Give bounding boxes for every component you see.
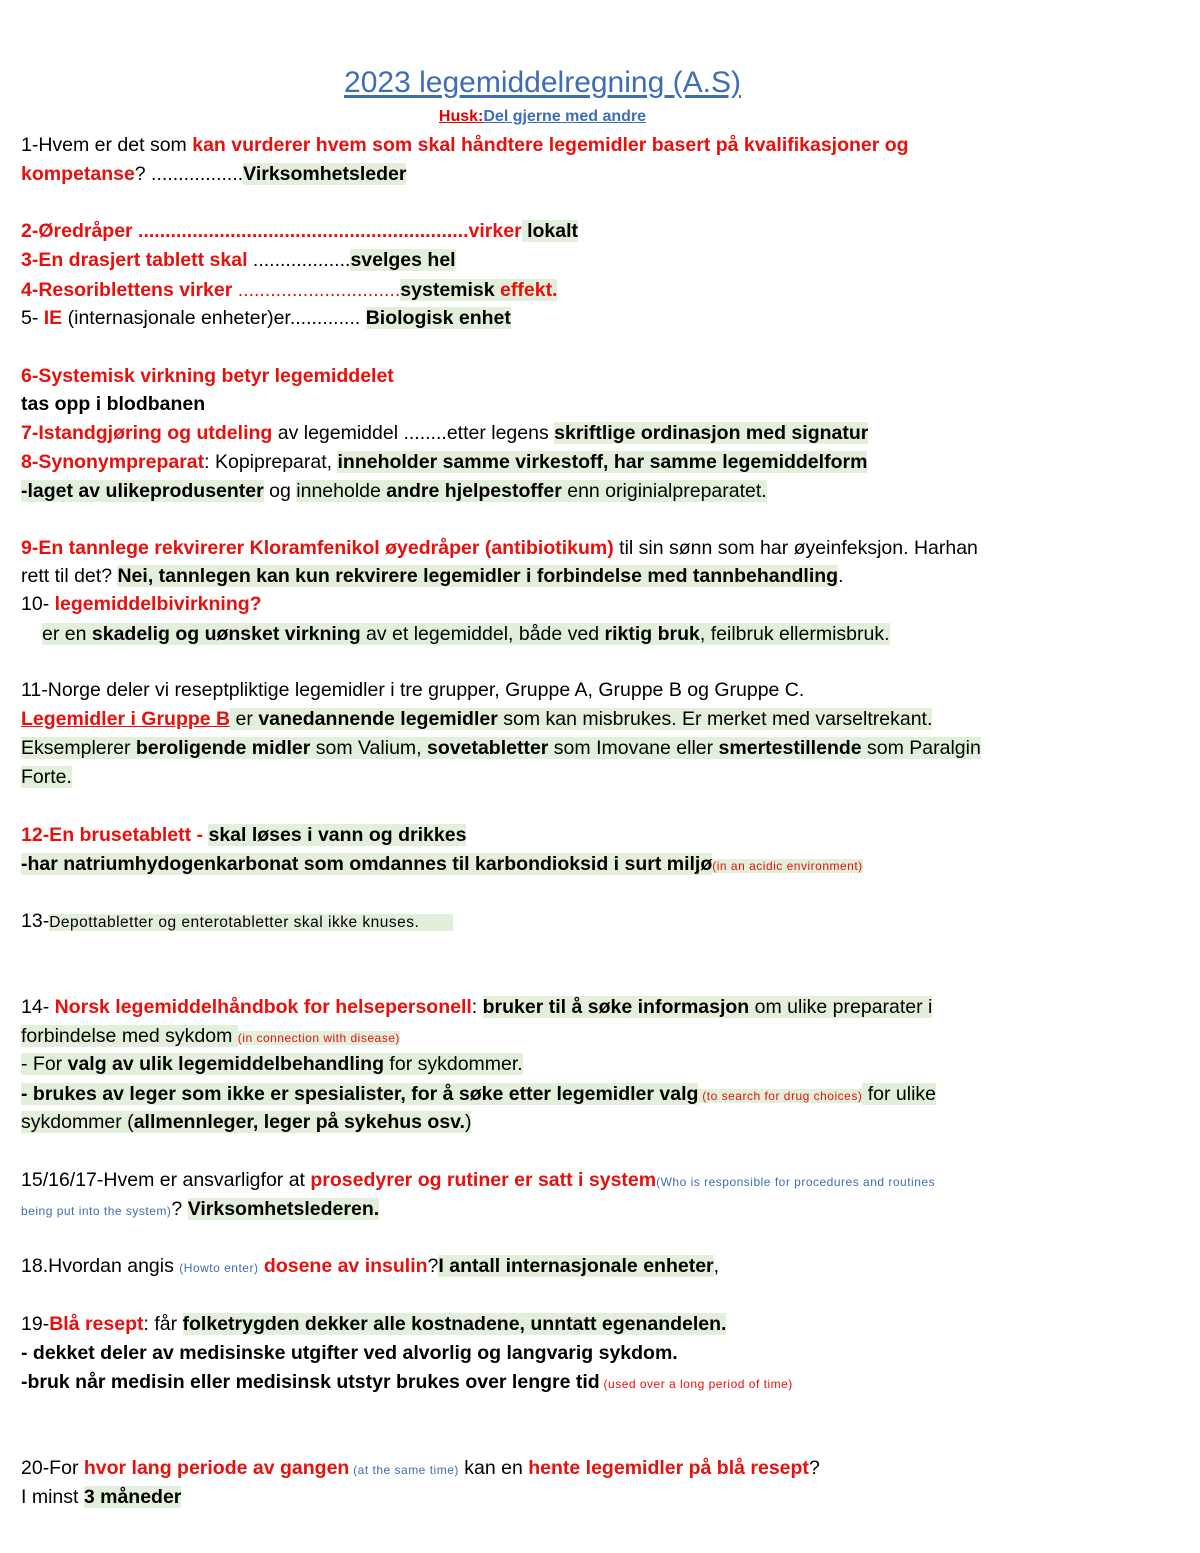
q14-line-3: - For valg av ulik legemiddelbehandling for sykdommer. xyxy=(21,1053,523,1075)
q20-line-2: I minst 3 måneder xyxy=(21,1486,182,1508)
q11-line-3: Eksemplerer beroligende midler som Valium, sovetabletter som Imovane eller smertestillende som Paralgin xyxy=(21,737,981,759)
q7-answer: skriftlige ordinasjon med signatur xyxy=(554,422,869,444)
q19-line-2: - dekket deler av medisinske utgifter ved alvorlig og langvarig sykdom. xyxy=(21,1342,678,1364)
q11-line-4: Forte. xyxy=(21,766,72,788)
q2-line: 2-Øredråper .............................................................virker lokalt xyxy=(21,220,579,242)
q9-line-2: rett til det? Nei, tannlegen kan kun rekvirere legemidler i forbindelse med tannbehandling. xyxy=(21,565,844,587)
q10-line-2: er en skadelig og uønsket virkning av et legemiddel, både ved riktig bruk, feilbruk ellermisbruk. xyxy=(42,623,890,645)
q10-line-1: 10- legemiddelbivirkning? xyxy=(21,593,262,615)
husk-label: Husk: xyxy=(438,108,484,125)
q15-line-1: 15/16/17-Hvem er ansvarligfor at prosedyrer og rutiner er satt i system(Who is responsible for procedures and routines xyxy=(21,1169,936,1191)
q8-line-2: -laget av ulikeprodusenter og inneholde andre hjelpestoffer enn originialpreparatet. xyxy=(21,480,767,502)
q14-line-2: forbindelse med sykdom (in connection with disease) xyxy=(21,1025,400,1047)
q1-line-2: kompetanse? .................Virksomhetsleder xyxy=(21,163,407,185)
q6-line-2 xyxy=(21,391,205,419)
q11-line-1: 11-Norge deler vi reseptpliktige legemidler i tre grupper, Gruppe A, Gruppe B og Gruppe C. xyxy=(21,679,805,701)
q14-line-5: sykdommer (allmennleger, leger på sykehus osv.) xyxy=(21,1111,472,1133)
q1-answer: Virksomhetsleder xyxy=(243,163,407,185)
q14-line-1: 14- Norsk legemiddelhåndbok for helsepersonell: bruker til å søke informasjon om ulike preparater i xyxy=(21,996,933,1018)
q19-line-1: 19-Blå resept: får folketrygden dekker alle kostnadene, unntatt egenandelen. xyxy=(21,1313,727,1335)
husk-text: Del gjerne med andre xyxy=(483,108,647,125)
q6-answer: tas opp i blodbanen xyxy=(21,393,206,415)
q19-line-3: -bruk når medisin eller medisinsk utstyr brukes over lengre tid (used over a long period of time) xyxy=(21,1371,793,1393)
q4-answer: systemisk xyxy=(400,279,495,301)
q1-line-1: 1-Hvem er det som kan vurderer hvem som skal håndtere legemidler basert på kvalifikasjoner og xyxy=(21,134,909,156)
q5-line: 5- IE (internasjonale enheter)er............. Biologisk enhet xyxy=(21,307,511,329)
q13-line: 13-Depottabletter og enterotabletter skal ikke knuses. xyxy=(21,908,453,936)
q8-line-1: 8-Synonympreparat: Kopipreparat, inneholder samme virkestoff, har samme legemiddelform xyxy=(21,451,868,473)
q11-line-2: Legemidler i Gruppe B er vanedannende legemidler som kan misbrukes. Er merket med varseltrekant. xyxy=(21,708,933,730)
q14-line-4: - brukes av leger som ikke er spesialister, for å søke etter legemidler valg (to search for drug choices) for ulike xyxy=(21,1083,937,1105)
page-title: 2023 legemiddelregning (A.S) xyxy=(344,66,741,99)
q6-line-1: 6-Systemisk virkning betyr legemiddelet xyxy=(21,365,394,387)
q5-answer: Biologisk enhet xyxy=(365,307,511,329)
q20-line-1: 20-For hvor lang periode av gangen (at the same time) kan en hente legemidler på blå resept? xyxy=(21,1457,820,1479)
q12-line-1: 12-En brusetablett - skal løses i vann og drikkes xyxy=(21,824,467,846)
q7-line: 7-Istandgjøring og utdeling av legemiddel ........etter legens skriftlige ordinasjon med signatur xyxy=(21,422,869,444)
q12-line-2: -har natriumhydogenkarbonat som omdannes til karbondioksid i surt miljø(in an acidic environment) xyxy=(21,853,863,875)
q9-answer: Nei, tannlegen kan kun rekvirere legemidler i forbindelse med tannbehandling xyxy=(117,565,839,587)
q4-line: 4-Resoriblettens virker ..............................systemisk effekt. xyxy=(21,279,558,301)
q18-line: 18.Hvordan angis (Howto enter) dosene av insulin?I antall internasjonale enheter, xyxy=(21,1255,720,1277)
q20-answer: 3 måneder xyxy=(83,1486,182,1508)
q15-line-2: being put into the system)? Virksomhetslederen. xyxy=(21,1198,380,1220)
q15-answer: Virksomhetslederen. xyxy=(187,1198,380,1220)
q3-line: 3-En drasjert tablett skal ..................svelges hel xyxy=(21,249,456,271)
q18-answer: I antall internasjonale enheter xyxy=(438,1255,714,1277)
q3-answer: svelges hel xyxy=(350,249,456,271)
share-note xyxy=(0,108,1085,126)
q2-answer: lokalt xyxy=(521,220,579,242)
q9-line-1: 9-En tannlege rekvirerer Kloramfenikol øyedråper (antibiotikum) til sin sønn som har øyeinfeksjon. Harhan xyxy=(21,537,978,559)
